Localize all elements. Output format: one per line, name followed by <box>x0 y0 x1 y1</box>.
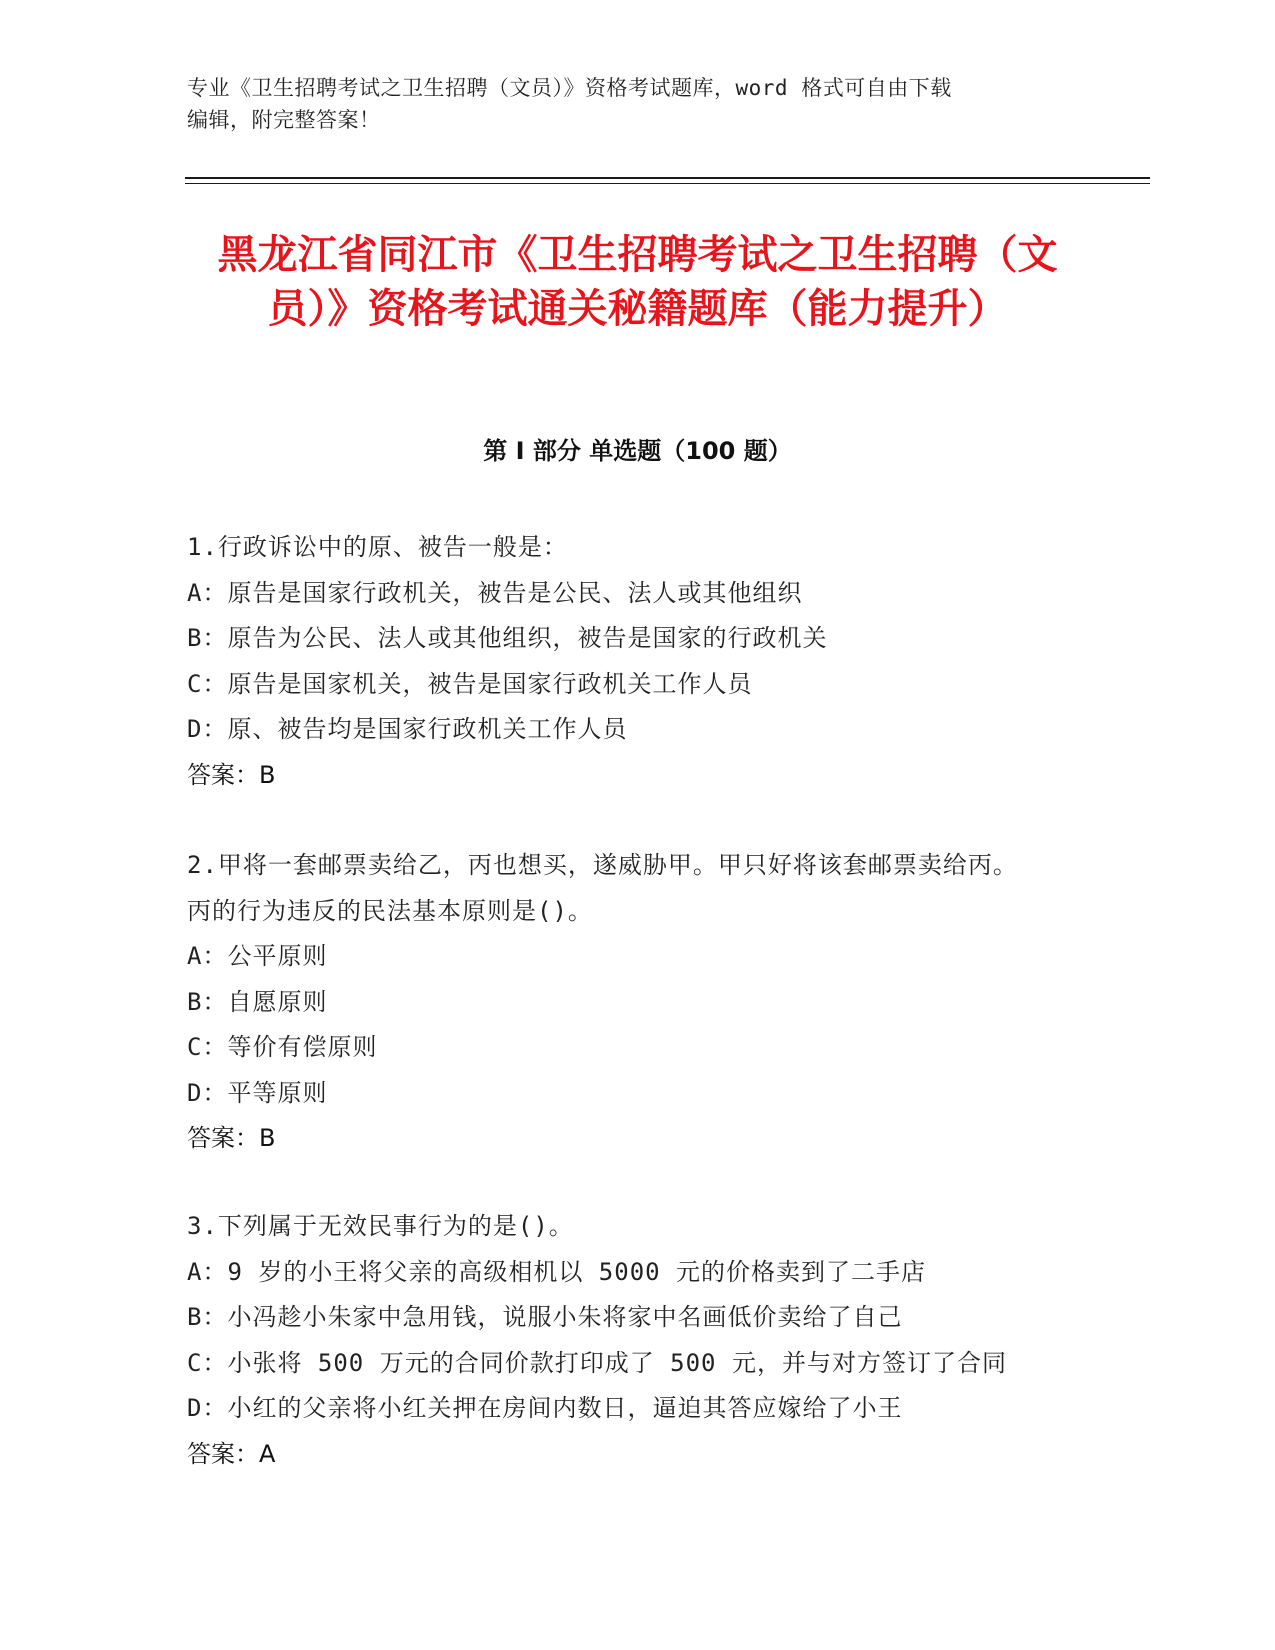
header-note <box>187 72 1067 136</box>
question-1 <box>187 525 1087 798</box>
option-a: A：原告是国家行政机关，被告是公民、法人或其他组织 <box>187 578 803 607</box>
document-title: 黑龙江省同江市《卫生招聘考试之卫生招聘（文员）》资格考试通关秘籍题库（能力提升） <box>217 232 1058 332</box>
header-divider-thin <box>185 183 1150 184</box>
option-d: D：原、被告均是国家行政机关工作人员 <box>187 715 628 743</box>
header-note-line-1: 专业《卫生招聘考试之卫生招聘（文员）》资格考试题库，word 格式可自由下载 <box>187 76 952 100</box>
option-c: C：原告是国家机关，被告是国家行政机关工作人员 <box>187 669 753 698</box>
header-note-line-2: 编辑，附完整答案！ <box>187 108 381 132</box>
option-b: B：原告为公民、法人或其他组织，被告是国家的行政机关 <box>187 624 828 652</box>
option-b: B：自愿原则 <box>187 987 328 1016</box>
section-title: 第 I 部分 单选题（100 题） <box>483 437 792 465</box>
option-c: C：小张将 500 万元的合同价款打印成了 500 元，并与对方签订了合同 <box>187 1348 1007 1377</box>
option-a: A：公平原则 <box>187 942 328 970</box>
question-stem: 2.甲将一套邮票卖给乙，丙也想买，遂威胁甲。甲只好将该套邮票卖给丙。丙的行为违反的民法基本原则是()。 <box>187 851 1018 925</box>
question-2 <box>187 843 1087 1162</box>
answer: 答案：A <box>187 1439 276 1468</box>
answer: 答案：B <box>187 760 276 789</box>
header-divider-thick <box>185 177 1150 179</box>
option-b: B：小冯趁小朱家中急用钱，说服小朱将家中名画低价卖给了自己 <box>187 1303 903 1331</box>
option-a: A：9 岁的小王将父亲的高级相机以 5000 元的价格卖到了二手店 <box>187 1257 927 1286</box>
option-d: D：小红的父亲将小红关押在房间内数日，逼迫其答应嫁给了小王 <box>187 1394 903 1422</box>
question-stem: 1.行政诉讼中的原、被告一般是： <box>187 533 568 561</box>
option-c: C：等价有偿原则 <box>187 1033 378 1061</box>
question-stem: 3.下列属于无效民事行为的是()。 <box>187 1212 574 1240</box>
answer: 答案：B <box>187 1124 276 1152</box>
option-d: D：平等原则 <box>187 1078 328 1107</box>
question-3 <box>187 1204 1087 1477</box>
